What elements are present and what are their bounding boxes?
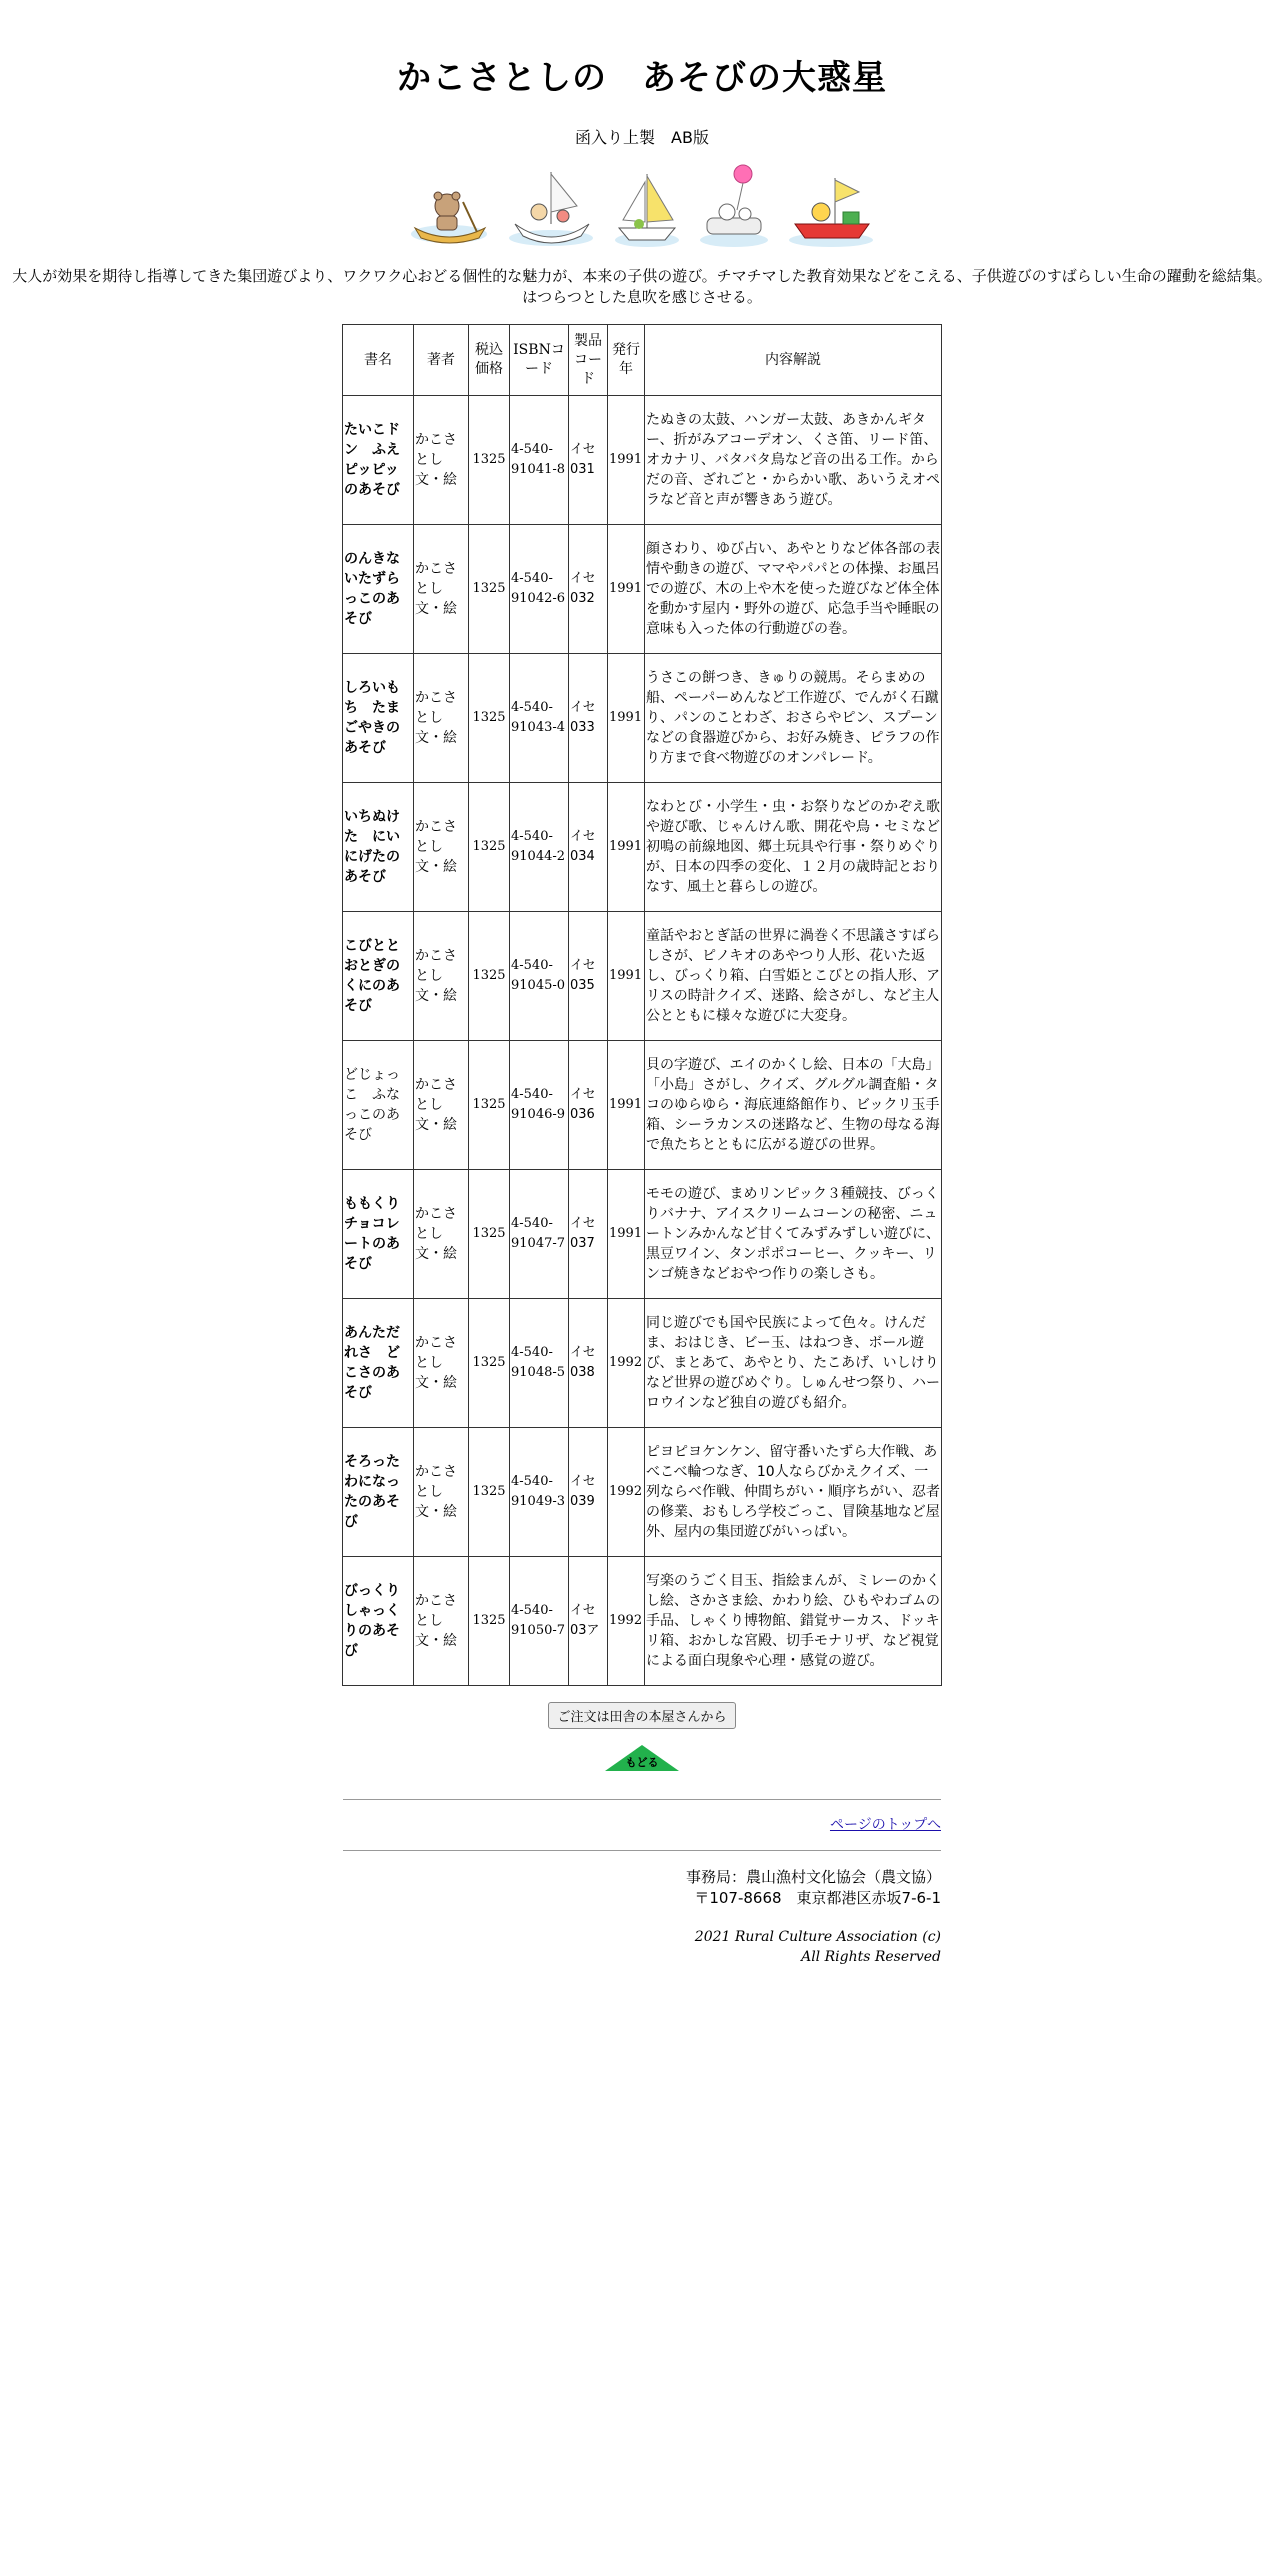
book-author: かこさとし文・絵 — [414, 912, 469, 1041]
pirate-ship-illustration — [785, 172, 877, 252]
header-year: 発行年 — [608, 325, 645, 396]
book-year: 1992 — [608, 1557, 645, 1686]
table-row — [343, 1041, 942, 1170]
book-title: そろったわになったのあそび — [343, 1428, 414, 1557]
office-address: 〒107-8668 東京都港区赤坂7-6-1 — [694, 1889, 941, 1907]
book-year: 1992 — [608, 1428, 645, 1557]
page-subtitle: 函入り上製 AB版 — [575, 128, 709, 147]
book-description: なわとび・小学生・虫・お祭りなどのかぞえ歌や遊び歌、じゃんけん歌、開花や鳥・セミなど初鳴の前線地図、郷土玩具や行事・祭りめぐりが、日本の四季の変化、１２月の歳時記とおりなす、風土と暮らしの遊び。 — [645, 783, 942, 912]
book-price: 1325 — [469, 654, 510, 783]
book-code: イセ034 — [569, 783, 608, 912]
book-description: 童話やおとぎ話の世界に渦巻く不思議さすばらしさが、ピノキオのあやつり人形、花いた返し、びっくり箱、白雪姫とこびとの指人形、アリスの時計クイズ、迷路、絵さがし、など主人公とともに様々な遊びに大変身。 — [645, 912, 942, 1041]
book-isbn: 4-540-91048-5 — [510, 1299, 569, 1428]
book-price: 1325 — [469, 1428, 510, 1557]
book-isbn: 4-540-91044-2 — [510, 783, 569, 912]
back-label: もどる — [625, 1756, 659, 1769]
book-description: 同じ遊びでも国や民族によって色々。けんだま、おはじき、ビー玉、はねつき、ボール遊び、まとあて、あやとり、たこあげ、いしけりなど世界の遊びめぐり。しゅんせつ祭り、ハーロウインなど独自の遊びも紹介。 — [645, 1299, 942, 1428]
divider-bottom — [343, 1850, 941, 1851]
book-author: かこさとし文・絵 — [414, 1041, 469, 1170]
table-row — [343, 1557, 942, 1686]
book-price: 1325 — [469, 1557, 510, 1686]
book-isbn: 4-540-91047-7 — [510, 1170, 569, 1299]
header-desc: 内容解説 — [645, 325, 942, 396]
book-code: イセ038 — [569, 1299, 608, 1428]
book-year: 1991 — [608, 396, 645, 525]
book-code: イセ037 — [569, 1170, 608, 1299]
book-isbn: 4-540-91050-7 — [510, 1557, 569, 1686]
book-author: かこさとし文・絵 — [414, 525, 469, 654]
book-isbn: 4-540-91042-6 — [510, 525, 569, 654]
page-title: かこさとしの あそびの大惑星 — [397, 58, 887, 98]
book-year: 1991 — [608, 912, 645, 1041]
table-row — [343, 396, 942, 525]
book-isbn: 4-540-91046-9 — [510, 1041, 569, 1170]
book-price: 1325 — [469, 1041, 510, 1170]
book-description: 写楽のうごく目玉、指絵まんが、ミレーのかくし絵、さかさま絵、かわり絵、ひもやわゴムの手品、しゃくり博物館、錯覚サーカス、ドッキリ箱、おかしな宮殿、切手モナリザ、など視覚による面白現象や心理・感覚の遊び。 — [645, 1557, 942, 1686]
book-description: たぬきの太鼓、ハンガー太鼓、あきかんギター、折がみアコーデオン、くさ笛、リード笛、オカナリ、バタバタ鳥など音の出る工作。からだの音、ざれごと・からかい歌、あいうえオペラなど音と声が響きあう遊び。 — [645, 396, 942, 525]
book-price: 1325 — [469, 525, 510, 654]
header-isbn: ISBNコード — [510, 325, 569, 396]
book-code: イセ039 — [569, 1428, 608, 1557]
book-description: 顔さわり、ゆび占い、あやとりなど体各部の表情や動きの遊び、ママやパパとの体操、お風呂での遊び、木の上や木を使った遊びなど体全体を動かす屋内・野外の遊び、応急手当や睡眠の意味も入った体の行動遊びの巻。 — [645, 525, 942, 654]
table-row — [343, 1299, 942, 1428]
book-year: 1992 — [608, 1299, 645, 1428]
book-title: あんただれさ どこさのあそび — [343, 1299, 414, 1428]
copyright — [343, 1927, 941, 1967]
book-author: かこさとし文・絵 — [414, 1428, 469, 1557]
table-row — [343, 654, 942, 783]
book-price: 1325 — [469, 912, 510, 1041]
book-code: イセ036 — [569, 1041, 608, 1170]
book-title: どじょっこ ふなっこのあそび — [343, 1041, 414, 1170]
page-top-section — [343, 1814, 941, 1834]
page-top-link[interactable]: ページのトップへ — [829, 1817, 941, 1833]
book-code: イセ03ア — [569, 1557, 608, 1686]
order-section — [0, 1702, 1284, 1729]
intro-text: 大人が効果を期待し指導してきた集団遊びより、ワクワク心おどる個性的な魅力が、本来の子供の遊び。チマチマした教育効果などをこえる、子供遊びのすばらしい生命の躍動を総結集。はつらつとした息吹を感じさせる。 — [12, 267, 1272, 306]
book-isbn: 4-540-91043-4 — [510, 654, 569, 783]
book-year: 1991 — [608, 1041, 645, 1170]
book-price: 1325 — [469, 396, 510, 525]
book-year: 1991 — [608, 654, 645, 783]
book-price: 1325 — [469, 783, 510, 912]
order-button[interactable]: ご注文は田舎の本屋さんから — [548, 1702, 735, 1729]
book-code: イセ033 — [569, 654, 608, 783]
rights-line: All Rights Reserved — [801, 1949, 941, 1965]
book-author: かこさとし文・絵 — [414, 1557, 469, 1686]
bear-boat-illustration — [407, 172, 491, 252]
header-author: 著者 — [414, 325, 469, 396]
sailboat-illustration — [611, 170, 683, 252]
balloon-raft-illustration — [697, 162, 771, 252]
book-title: しろいもち たまごやきのあそび — [343, 654, 414, 783]
book-title: ももくりチョコレートのあそび — [343, 1170, 414, 1299]
book-description: 貝の字遊び、エイのかくし絵、日本の「大島」「小島」さがし、クイズ、グルグル調査船・タコのゆらゆら・海底連絡館作り、ビックリ玉手箱、シーラカンスの迷路など、生物の母なる海で魚たちとともに広がる遊びの世界。 — [645, 1041, 942, 1170]
copyright-line: 2021 Rural Culture Association (c) — [694, 1929, 941, 1945]
header-code: 製品コード — [569, 325, 608, 396]
book-year: 1991 — [608, 1170, 645, 1299]
book-author: かこさとし文・絵 — [414, 1170, 469, 1299]
book-title: たいこドン ふえピッピッのあそび — [343, 396, 414, 525]
book-author: かこさとし文・絵 — [414, 783, 469, 912]
table-header-row — [343, 325, 942, 396]
table-row — [343, 783, 942, 912]
book-table — [342, 324, 942, 1686]
book-code: イセ035 — [569, 912, 608, 1041]
back-section — [0, 1743, 1284, 1773]
illustration-banner — [0, 162, 1284, 252]
header-name: 書名 — [343, 325, 414, 396]
book-price: 1325 — [469, 1299, 510, 1428]
back-button[interactable] — [603, 1743, 681, 1773]
book-code: イセ032 — [569, 525, 608, 654]
table-row — [343, 912, 942, 1041]
book-description: モモの遊び、まめリンピック３種競技、びっくりバナナ、アイスクリームコーンの秘密、ニュートンみかんなど甘くてみずみずしい遊びに、黒豆ワイン、タンポポコーヒー、クッキー、リンゴ焼きなどおやつ作りの楽しさも。 — [645, 1170, 942, 1299]
table-row — [343, 1170, 942, 1299]
book-code: イセ031 — [569, 396, 608, 525]
book-author: かこさとし文・絵 — [414, 654, 469, 783]
office-name: 事務局：農山漁村文化協会（農文協） — [685, 1868, 941, 1886]
book-title: びっくりしゃっくりのあそび — [343, 1557, 414, 1686]
book-isbn: 4-540-91045-0 — [510, 912, 569, 1041]
book-description: うさこの餅つき、きゅりの競馬。そらまめの船、ペーパーめんなど工作遊び、でんがく石蹴り、パンのことわざ、おさらやピン、スプーンなどの食器遊びから、お好み焼き、ピラフの作り方まで食べ物遊びのオンパレード。 — [645, 654, 942, 783]
book-isbn: 4-540-91041-8 — [510, 396, 569, 525]
book-title: いちぬけた にいにげたのあそび — [343, 783, 414, 912]
book-year: 1991 — [608, 525, 645, 654]
cat-ship-illustration — [505, 166, 597, 252]
book-description: ピヨピヨケンケン、留守番いたずら大作戦、あべこべ輪つなぎ、10人ならびかえクイズ、一列ならべ作戦、仲間ちがい・順序ちがい、忍者の修業、おもしろ学校ごっこ、冒険基地など屋外、屋内の集団遊びがいっぱい。 — [645, 1428, 942, 1557]
book-author: かこさとし文・絵 — [414, 396, 469, 525]
book-year: 1991 — [608, 783, 645, 912]
book-title: こびととおとぎのくにのあそび — [343, 912, 414, 1041]
book-title: のんきないたずらっこのあそび — [343, 525, 414, 654]
divider-top — [343, 1799, 941, 1800]
book-price: 1325 — [469, 1170, 510, 1299]
table-row — [343, 525, 942, 654]
book-isbn: 4-540-91049-3 — [510, 1428, 569, 1557]
book-author: かこさとし文・絵 — [414, 1299, 469, 1428]
office-info — [343, 1867, 941, 1909]
table-row — [343, 1428, 942, 1557]
header-price: 税込価格 — [469, 325, 510, 396]
